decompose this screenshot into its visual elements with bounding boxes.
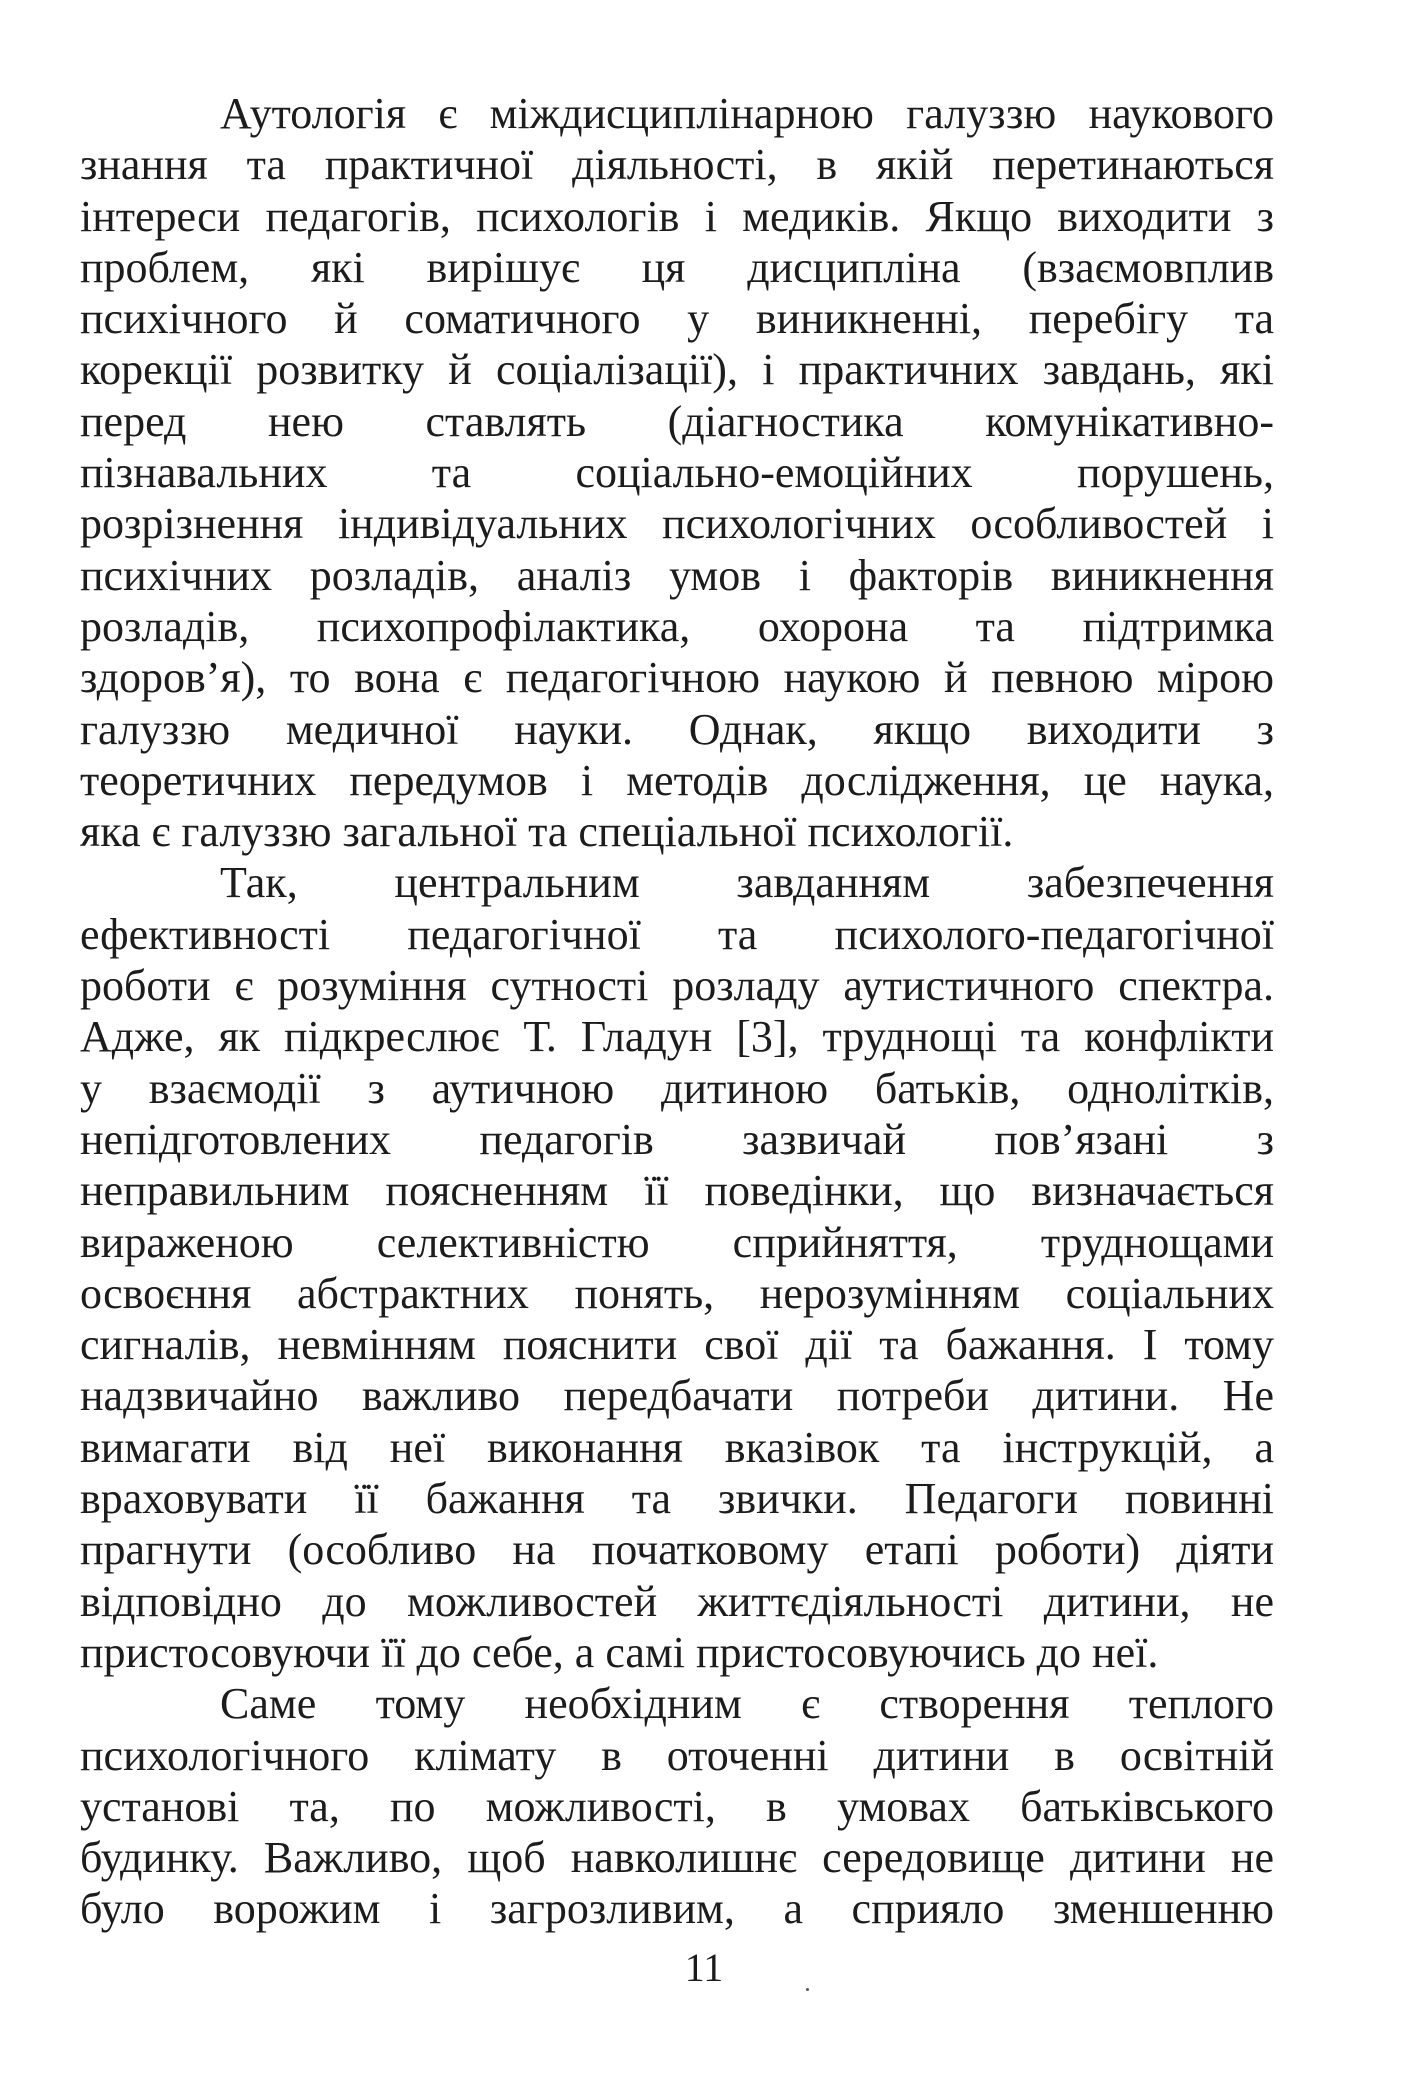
text-line: психічного й соматичного у виникненні, перебігу та [80,294,1274,344]
text-line: непідготовлених педагогів зазвичай пов’язані з [80,1114,1274,1164]
text-line: пристосовуючи її до себе, а самі пристосовуючись до неї. [80,1627,1159,1677]
text-line: було ворожим і загрозливим, а сприяло зменшенню [80,1884,1274,1934]
text-line: розрізнення індивідуальних психологічних особливостей і [80,499,1274,549]
text-line: надзвичайно важливо передбачати потреби дитини. Не [80,1371,1274,1421]
text-line: Так, центральним завданням забезпечення [220,858,1274,908]
text-line: теоретичних передумов і методів дослідження, це наука, [80,755,1274,805]
text-line: здоров’я), то вона є педагогічною наукою й певною мірою [80,653,1274,703]
text-line: розладів, психопрофілактика, охорона та підтримка [80,601,1274,651]
text-line: інтереси педагогів, психологів і медиків. Якщо виходити з [80,191,1274,241]
text-line: вимагати від неї виконання вказівок та інструкцій, а [80,1422,1274,1472]
text-line: психологічного клімату в оточенні дитини в освітній [80,1730,1274,1780]
text-line: установі та, по можливості, в умовах батьківського [80,1781,1274,1831]
text-line: ефективності педагогічної та психолого-педагогічної [80,909,1274,959]
text-line: неправильним поясненням її поведінки, що визначається [80,1166,1274,1216]
paragraph-central-task [80,857,1274,1678]
text-line: знання та практичної діяльності, в якій перетинаються [80,140,1274,190]
text-line: корекції розвитку й соціалізації), і практичних завдань, які [80,345,1274,395]
text-line: освоєння абстрактних понять, нерозумінням соціальних [80,1268,1274,1318]
text-line: перед нею ставлять (діагностика комунікативно- [80,396,1274,446]
paragraph-climate [80,1678,1274,1934]
text-line: проблем, які вирішує ця дисципліна (взаємовплив [80,242,1274,292]
text-line: яка є галуззю загальної та спеціальної психології. [80,807,1014,857]
text-line: роботи є розуміння сутності розладу аутистичного спектра. [80,961,1274,1011]
text-line: Адже, як підкреслює Т. Гладун [3], труднощі та конфлікти [80,1012,1274,1062]
text-line: вираженою селективністю сприйняття, труднощами [80,1217,1274,1267]
text-line: галуззю медичної науки. Однак, якщо виходити з [80,704,1274,754]
page-number: 11 [684,1945,724,1990]
text-line: психічних розладів, аналіз умов і факторів виникнення [80,550,1274,600]
text-line: Аутологія є міждисциплінарною галуззю наукового [220,89,1274,138]
text-line: будинку. Важливо, щоб навколишнє середовище дитини не [80,1833,1274,1883]
text-line: відповідно до можливостей життєдіяльності дитини, не [80,1576,1274,1626]
scan-speck [806,1988,809,1991]
paragraph-autology [80,88,1274,857]
text-line: прагнути (особливо на початковому етапі роботи) діяти [80,1525,1274,1575]
text-line: пізнавальних та соціально-емоційних порушень, [80,448,1274,498]
text-line: сигналів, невмінням пояснити свої дії та бажання. І тому [80,1320,1274,1370]
page-body [80,88,1274,1935]
text-line: Саме тому необхідним є створення теплого [220,1679,1274,1729]
text-line: у взаємодії з аутичною дитиною батьків, однолітків, [80,1063,1274,1113]
text-line: враховувати її бажання та звички. Педагоги повинні [80,1474,1274,1524]
